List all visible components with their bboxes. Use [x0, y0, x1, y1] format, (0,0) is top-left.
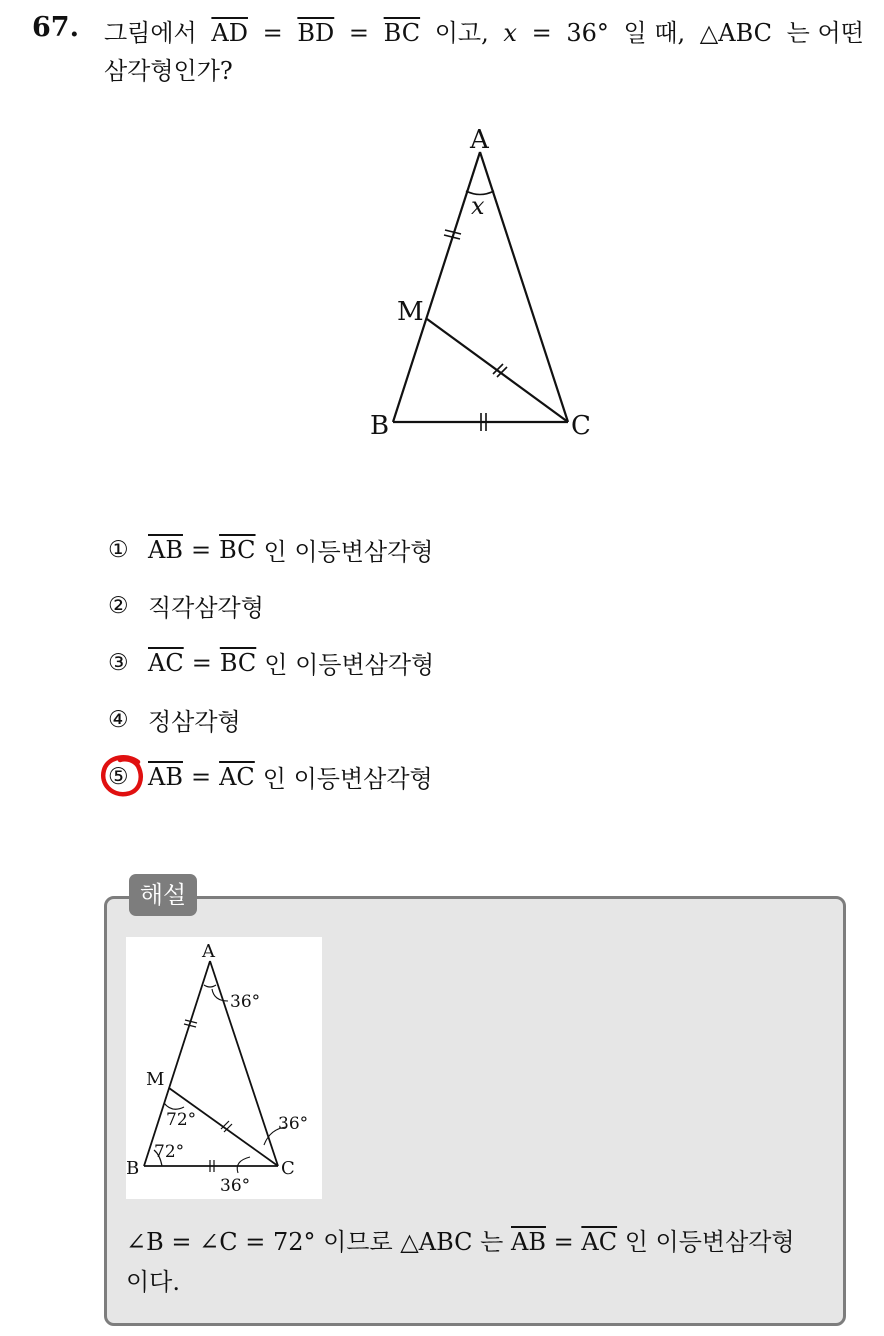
side-ab [144, 961, 210, 1166]
choice-text: 정삼각형 [148, 708, 241, 736]
angle-label-m: 72° [166, 1110, 197, 1130]
choice-5[interactable] [108, 759, 433, 794]
explanation-segment-2: $\overline{AC}$ [581, 1228, 618, 1256]
explanation-lead: ∠B = ∠C = 72° 이므로 △ABC 는 [126, 1228, 504, 1256]
label-b: B [370, 411, 390, 441]
label-b: B [126, 1158, 140, 1179]
choice-number: ⑤ [108, 763, 129, 790]
label-a: A [470, 125, 489, 155]
explanation-figure [126, 937, 322, 1199]
choice-equals: = [190, 535, 212, 564]
side-ac [480, 152, 568, 422]
choice-number: ③ [108, 649, 129, 676]
label-a: A [202, 941, 215, 962]
answer-circle-stroke [103, 757, 140, 794]
choice-3[interactable] [108, 645, 434, 680]
choice-4[interactable] [108, 702, 241, 737]
choice-text: 인 이등변삼각형 [262, 765, 433, 793]
choice-segment-1: $\overline{AB}$ [148, 535, 183, 564]
explanation-text [126, 1222, 826, 1302]
choice-number: ① [108, 536, 129, 563]
segment-ad: $\overline{AD}$ [211, 19, 248, 47]
explanation-line-1 [126, 1222, 826, 1262]
angle-label-c-lower: 36° [220, 1176, 251, 1196]
choice-1[interactable] [108, 532, 433, 567]
explanation-equals: = [553, 1228, 574, 1256]
answer-circle-mark [98, 752, 150, 800]
angle-label-b: 72° [154, 1142, 185, 1162]
choice-segment-2: $\overline{AC}$ [219, 762, 255, 791]
arrow-c-lower [237, 1157, 250, 1173]
choice-number: ④ [108, 706, 129, 733]
equals-sign: = [348, 19, 369, 47]
choice-equals: = [191, 648, 212, 677]
angle-label-a: 36° [230, 992, 261, 1012]
label-x: x [471, 192, 485, 220]
choice-segment-2: $\overline{BC}$ [219, 535, 256, 564]
angle-value: 36° [566, 19, 609, 47]
triangle-abc: △ABC [699, 19, 773, 47]
choice-number: ② [108, 592, 129, 619]
label-m: M [397, 297, 424, 327]
question-line-1 [104, 14, 864, 52]
triangle-figure [360, 118, 610, 448]
choice-2[interactable] [108, 588, 264, 623]
question-mid: 이고, [434, 19, 489, 47]
choice-segment-1: $\overline{AC}$ [148, 648, 184, 677]
explanation-tab: 해설 [129, 874, 197, 916]
explanation-tail: 인 이등변삼각형 [624, 1228, 795, 1256]
question-lead: 그림에서 [104, 19, 197, 47]
choice-text: 직각삼각형 [148, 594, 264, 622]
explanation-segment-1: $\overline{AB}$ [511, 1228, 546, 1256]
variable-x: x [503, 19, 517, 47]
question-number: 67. [32, 12, 79, 43]
explanation-line-2: 이다. [126, 1268, 180, 1296]
choice-segment-1: $\overline{AB}$ [148, 762, 183, 791]
angle-arc-a [204, 985, 216, 987]
question-line-2: 삼각형인가? [104, 57, 233, 85]
label-m: M [146, 1069, 165, 1090]
angle-label-c-upper: 36° [278, 1114, 309, 1134]
side-ab [393, 152, 480, 422]
equals-sign: = [262, 19, 283, 47]
segment-bc: $\overline{BC}$ [383, 19, 421, 47]
choice-equals: = [190, 762, 212, 791]
question-text [104, 14, 864, 90]
choice-text: 인 이등변삼각형 [263, 538, 434, 566]
choice-segment-2: $\overline{BC}$ [219, 648, 257, 677]
choice-text: 인 이등변삼각형 [264, 651, 435, 679]
segment-bd: $\overline{BD}$ [297, 19, 335, 47]
question-when: 일 때, [623, 19, 686, 47]
label-c: C [281, 1158, 295, 1179]
question-tail: 는 어떤 [786, 19, 864, 47]
equals-sign: = [531, 19, 552, 47]
angle-arc-m [164, 1103, 184, 1109]
label-c: C [571, 411, 591, 441]
